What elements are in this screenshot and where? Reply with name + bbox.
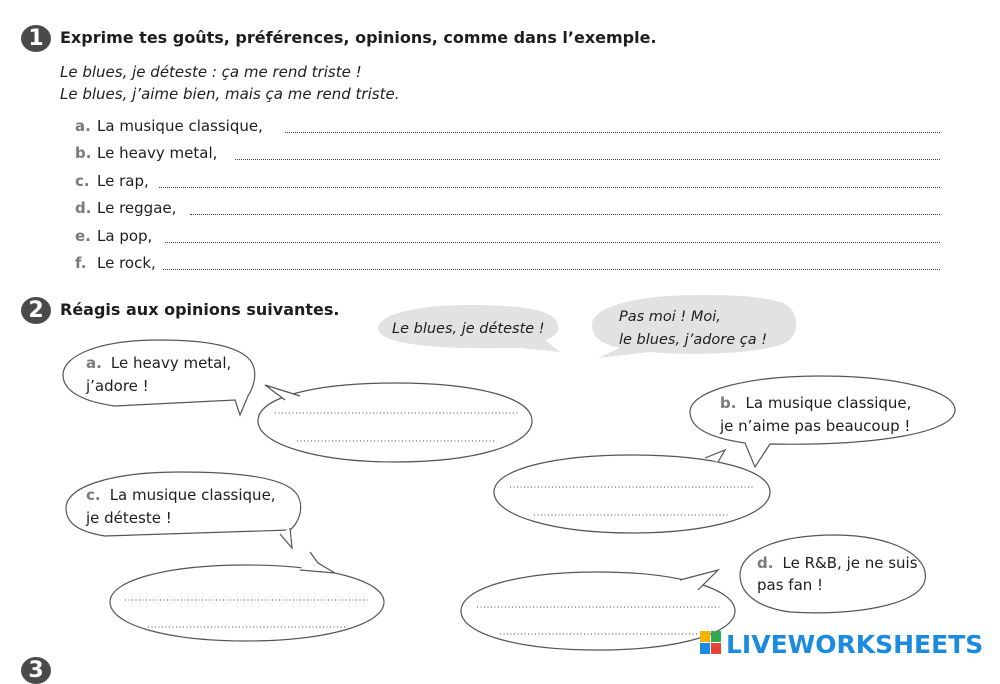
opinion-b-line-1: b. La musique classique, bbox=[720, 394, 912, 412]
item-text: La pop, bbox=[97, 227, 153, 245]
exercise-1-title: Exprime tes goûts, préférences, opinions, comme dans l’exemple. bbox=[60, 28, 657, 47]
item-text: Le reggae, bbox=[97, 199, 177, 217]
opinion-bubble-a bbox=[63, 340, 255, 415]
exercise-2-number-badge: 2 bbox=[21, 297, 51, 324]
opinion-a-line-2: j’adore ! bbox=[86, 377, 149, 395]
exercise-1-number-badge: 1 bbox=[21, 25, 51, 52]
item-letter: b. bbox=[75, 144, 92, 162]
opinion-c-line-1: c. La musique classique, bbox=[86, 486, 276, 504]
opinion-b-line-2: je n’aime pas beaucoup ! bbox=[720, 417, 911, 435]
opinion-c-line-2: je déteste ! bbox=[86, 509, 172, 527]
example-prompt-text: Le blues, je déteste ! bbox=[392, 321, 545, 337]
answer-line-a[interactable] bbox=[285, 132, 940, 133]
answer-bubble-b[interactable] bbox=[494, 450, 770, 533]
opinion-bubble-b bbox=[690, 376, 955, 467]
opinion-d-line-2: pas fan ! bbox=[757, 576, 824, 594]
example-reply-bubble bbox=[592, 295, 796, 358]
speech-bubbles-area bbox=[0, 285, 1000, 664]
exercise-1-item-a bbox=[75, 117, 940, 139]
answer-line-e[interactable] bbox=[165, 242, 940, 243]
live-badge-icon bbox=[700, 631, 722, 655]
answer-line-c[interactable] bbox=[159, 187, 940, 188]
exercise-1-item-d bbox=[75, 199, 940, 221]
exercise-3-number-badge: 3 bbox=[21, 657, 51, 684]
item-text: La musique classique, bbox=[97, 117, 263, 135]
exercise-1-item-f bbox=[75, 254, 940, 276]
opinion-a-line-1: a. Le heavy metal, bbox=[86, 354, 232, 372]
example-reply-line-2: le blues, j’adore ça ! bbox=[619, 332, 768, 348]
opinion-bubble-c bbox=[66, 472, 301, 548]
item-text: Le heavy metal, bbox=[97, 144, 218, 162]
example-reply-line-1: Pas moi ! Moi, bbox=[619, 309, 721, 325]
answer-line-d[interactable] bbox=[190, 214, 940, 215]
answer-bubble-c[interactable] bbox=[110, 552, 384, 641]
logo-text: LIVEWORKSHEETS bbox=[726, 630, 984, 659]
item-letter: c. bbox=[75, 172, 90, 190]
answer-line-f[interactable] bbox=[163, 269, 940, 270]
item-letter: e. bbox=[75, 227, 91, 245]
opinion-bubble-d bbox=[740, 535, 925, 613]
item-letter: f. bbox=[75, 254, 87, 272]
exercise-1-example-2: Le blues, j’aime bien, mais ça me rend triste. bbox=[60, 85, 400, 103]
item-text: Le rap, bbox=[97, 172, 149, 190]
item-text: Le rock, bbox=[97, 254, 156, 272]
opinion-d-line-1: d. Le R&B, je ne suis bbox=[757, 554, 918, 572]
exercise-1-item-b bbox=[75, 144, 940, 166]
answer-line-b[interactable] bbox=[235, 159, 940, 160]
answer-bubble-d[interactable] bbox=[461, 570, 735, 650]
exercise-1-item-c bbox=[75, 172, 940, 194]
item-letter: a. bbox=[75, 117, 91, 135]
example-prompt-bubble bbox=[378, 305, 560, 352]
exercise-1-item-e bbox=[75, 227, 940, 249]
answer-bubble-a[interactable] bbox=[258, 383, 532, 462]
exercise-1-example-1: Le blues, je déteste : ça me rend triste ! bbox=[60, 63, 362, 81]
exercise-2-title: Réagis aux opinions suivantes. bbox=[60, 300, 340, 319]
item-letter: d. bbox=[75, 199, 92, 217]
